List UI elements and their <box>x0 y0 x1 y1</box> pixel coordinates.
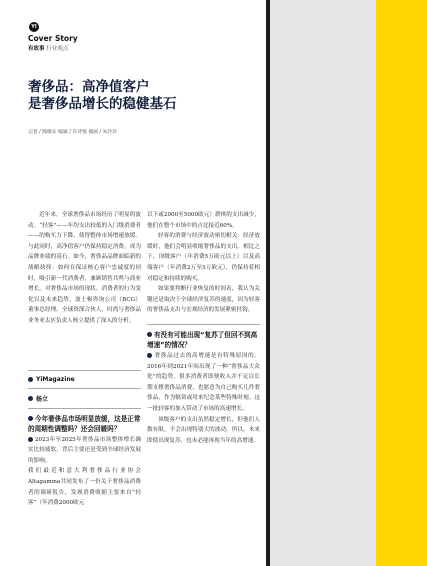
byline: 记者 / 陶歌东 编辑 / 许诗悦 插画 / 朱玲玲 <box>28 130 118 135</box>
column-right <box>147 210 260 446</box>
title-line-2: 是奢侈品增长的稳健基石 <box>28 96 177 112</box>
col2-paragraph-2: 轻客的消费与经济波动密切相关：经济放缓时，他们会明显收缩奢侈品的支出。相比之下，顶级客户（年消费5万欧元以上）以及高端客户（年消费2万至5万欧元），仍保持着相对稳定和持续的购买。 <box>147 233 260 282</box>
interviewee-tag-icon <box>28 396 33 401</box>
title-line-1: 奢侈品：高净值客户 <box>28 79 150 95</box>
magazine-tag-icon <box>28 377 33 382</box>
col2-paragraph-3: 如果要判断行业恢复的时间表，我认为关键还是取决于全球经济复苏的速度，因为轻客的奢侈品支出与宏观经济的发展紧密挂钩。 <box>147 286 260 314</box>
answer-2-continued: 顶级客户的支出虽然稳定增长，但他们人数有限，不会出现特别大的波动。所以，未来即使出现复苏，也未必能再现当年的高增速。 <box>147 416 260 444</box>
answer-bullet-icon <box>28 437 33 442</box>
section-label-cn-bold: 有故事 <box>28 46 45 52</box>
answer-1-continued: 我们最近和意大利奢侈品行业协会Altagamma共同发布了一份关于奢侈品消费者的调研报告，发现消费收缩主要来自“轻客”（年消费2000欧元 <box>28 468 141 507</box>
answer-2 <box>147 351 260 415</box>
magazine-logo: YI <box>29 22 39 32</box>
question-1-text: 今年奢侈品市场明显放缓，这是正常的周期性调整吗？还会回暖吗？ <box>28 414 141 434</box>
divider <box>147 324 260 325</box>
question-2-text: 有没有可能出现“复苏了但回不到高增速”的情况？ <box>147 330 258 350</box>
section-label-cn <box>28 44 68 52</box>
question-1 <box>28 414 141 435</box>
question-bullet-icon <box>147 332 152 337</box>
divider <box>28 388 141 389</box>
divider <box>28 408 141 409</box>
column-left <box>28 210 141 509</box>
section-label-cn-sub: 行业观点 <box>46 46 69 52</box>
answer-1-text: 2023年至2025年奢侈品市场整体增长确实比较疲软，背后主要还是受到全球经济发展的影响。 <box>28 436 141 464</box>
divider <box>28 370 141 371</box>
question-bullet-icon <box>28 416 33 421</box>
question-2 <box>147 330 260 351</box>
answer-2-text: 奢侈品过去的高增速是有特殊原因的。2016年到2021年间出现了一种“奢侈品大众化”的趋势，很多消费者即便收入并不足以长期支撑奢侈品消费，也愿意为自己购买几件奢侈品，作为犒赏或用来纪念某些特殊时刻。这一批轻客的加入带动了市场的高速增长。 <box>147 352 260 412</box>
col2-paragraph-1: 以下或2000至5000欧元）群体的支出减少，他们在整个市场中的占比接近60%。 <box>147 212 260 229</box>
intro-paragraph: 近年来，全球奢侈品市场经历了明显的波动。“轻客”——年均支出较低的入门级消费者——的购买力下降，使得整体市场增速放缓。与此同时，高净值客户仍保持稳定消费，成为品牌业绩的基石。如今，奢侈品品牌面临新的战略抉择：如何在保证核心客户忠诚度的同时，吸引新一代消费者，兼顾销售共鸣与商业增长。对奢侈品市场的现状、消费者的行为变化以及未来趋势，波士顿咨询公司（BCG）董事总经理、全球资深合伙人、时尚与奢侈品业务亚太区负责人杨立提供了深入的分析。 <box>28 212 141 324</box>
interviewee-tag-label: 杨立 <box>36 395 49 403</box>
adjacent-page-grey <box>270 0 376 566</box>
interviewee-tag <box>28 394 141 403</box>
answer-bullet-icon <box>147 353 152 358</box>
magazine-tag <box>28 376 141 383</box>
section-label-en: Cover Story <box>28 34 78 43</box>
answer-1 <box>28 435 141 467</box>
article-title <box>28 79 177 113</box>
magazine-tag-label: YiMagazine <box>36 375 75 383</box>
adjacent-page-yellow <box>376 0 427 566</box>
